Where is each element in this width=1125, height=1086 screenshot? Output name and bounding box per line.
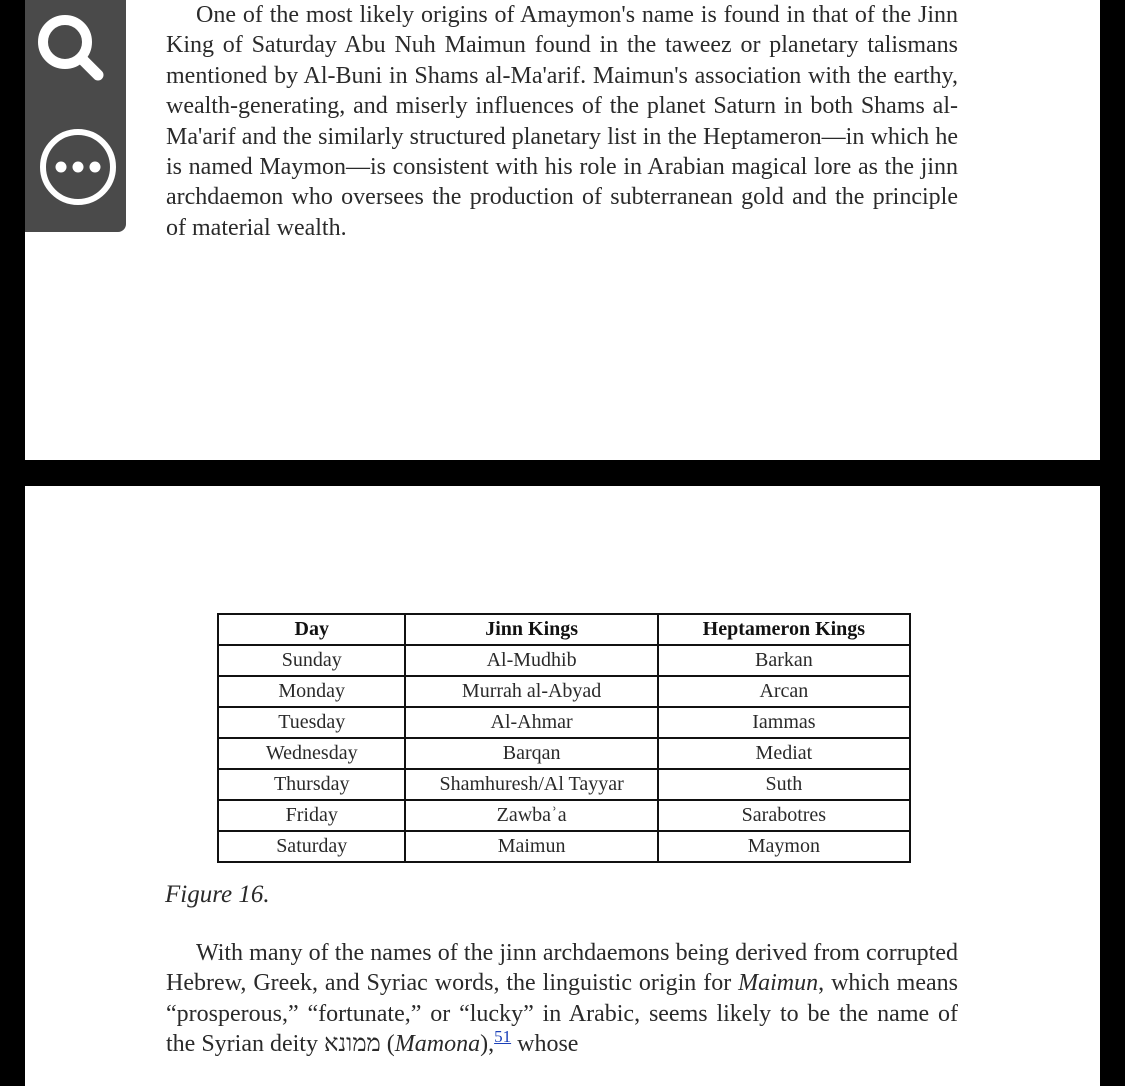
cell-jinn-king: Murrah al-Abyad	[405, 676, 657, 707]
cell-heptameron-king: Maymon	[658, 831, 910, 862]
cell-day: Tuesday	[218, 707, 405, 738]
header-day: Day	[218, 614, 405, 645]
paragraph-text: whose	[511, 1031, 579, 1058]
header-heptameron-kings: Heptameron Kings	[658, 614, 910, 645]
search-button[interactable]	[25, 4, 126, 90]
table-header-row	[218, 614, 910, 645]
more-options-icon	[37, 126, 119, 208]
cell-day: Sunday	[218, 645, 405, 676]
cell-heptameron-king: Sarabotres	[658, 800, 910, 831]
cell-jinn-king: Shamhuresh/Al Tayyar	[405, 769, 657, 800]
search-icon	[25, 4, 126, 90]
reader-toolbar	[25, 0, 126, 232]
cell-heptameron-king: Arcan	[658, 676, 910, 707]
table-row	[218, 676, 910, 707]
table-row	[218, 738, 910, 769]
more-options-button[interactable]	[37, 126, 119, 208]
figure-caption: Figure 16.	[165, 881, 270, 908]
paragraph-amaymon-origin	[166, 0, 958, 243]
italic-term: Maimun	[738, 970, 819, 997]
table-row	[218, 769, 910, 800]
cell-jinn-king: Al-Mudhib	[405, 645, 657, 676]
jinn-kings-table	[217, 613, 911, 863]
table-row	[218, 831, 910, 862]
cell-day: Monday	[218, 676, 405, 707]
cell-heptameron-king: Mediat	[658, 738, 910, 769]
cell-jinn-king: Maimun	[405, 831, 657, 862]
cell-jinn-king: Barqan	[405, 738, 657, 769]
page-bottom	[25, 486, 1100, 1086]
paragraph-text: ),	[480, 1031, 495, 1058]
italic-term: Mamona	[394, 1031, 481, 1058]
table-row	[218, 707, 910, 738]
cell-day: Thursday	[218, 769, 405, 800]
cell-heptameron-king: Barkan	[658, 645, 910, 676]
header-jinn-kings: Jinn Kings	[405, 614, 657, 645]
table-row	[218, 800, 910, 831]
page-top	[25, 0, 1100, 460]
paragraph-text: With many of the names of the jinn archdaemons being derived from corrupted Hebrew, Greek, and Syriac words, the linguistic origin for	[166, 940, 958, 997]
paragraph-text: One of the most likely origins of Amaymon's name is found in that of the Jinn King of Saturday Abu Nuh Maimun found in the taweez or planetary talismans mentioned by Al-Buni in Shams al-Ma'arif. Maimun's association with the earthy, wealth-generating, and miserly influences of the planet Saturn in both Shams al-Ma'arif and the similarly structured planetary list in the Heptameron—in which he is named Maymon—is consistent with his role in Arabian magical lore as the jinn archdaemon who oversees the production of subterranean gold and the principle of material wealth.	[166, 2, 958, 241]
cell-jinn-king: Zawbaʾa	[405, 800, 657, 831]
cell-day: Friday	[218, 800, 405, 831]
footnote-link[interactable]: 51	[494, 1027, 512, 1047]
table-row	[218, 645, 910, 676]
cell-day: Saturday	[218, 831, 405, 862]
paragraph-text: , which means “prosperous,” “fortunate,” or “lucky” in Arabic, seems likely to be the name of the Syrian deity ממונא (	[166, 970, 958, 1058]
cell-day: Wednesday	[218, 738, 405, 769]
cell-heptameron-king: Suth	[658, 769, 910, 800]
paragraph-maimun-etymology	[166, 938, 958, 1060]
cell-jinn-king: Al-Ahmar	[405, 707, 657, 738]
cell-heptameron-king: Iammas	[658, 707, 910, 738]
